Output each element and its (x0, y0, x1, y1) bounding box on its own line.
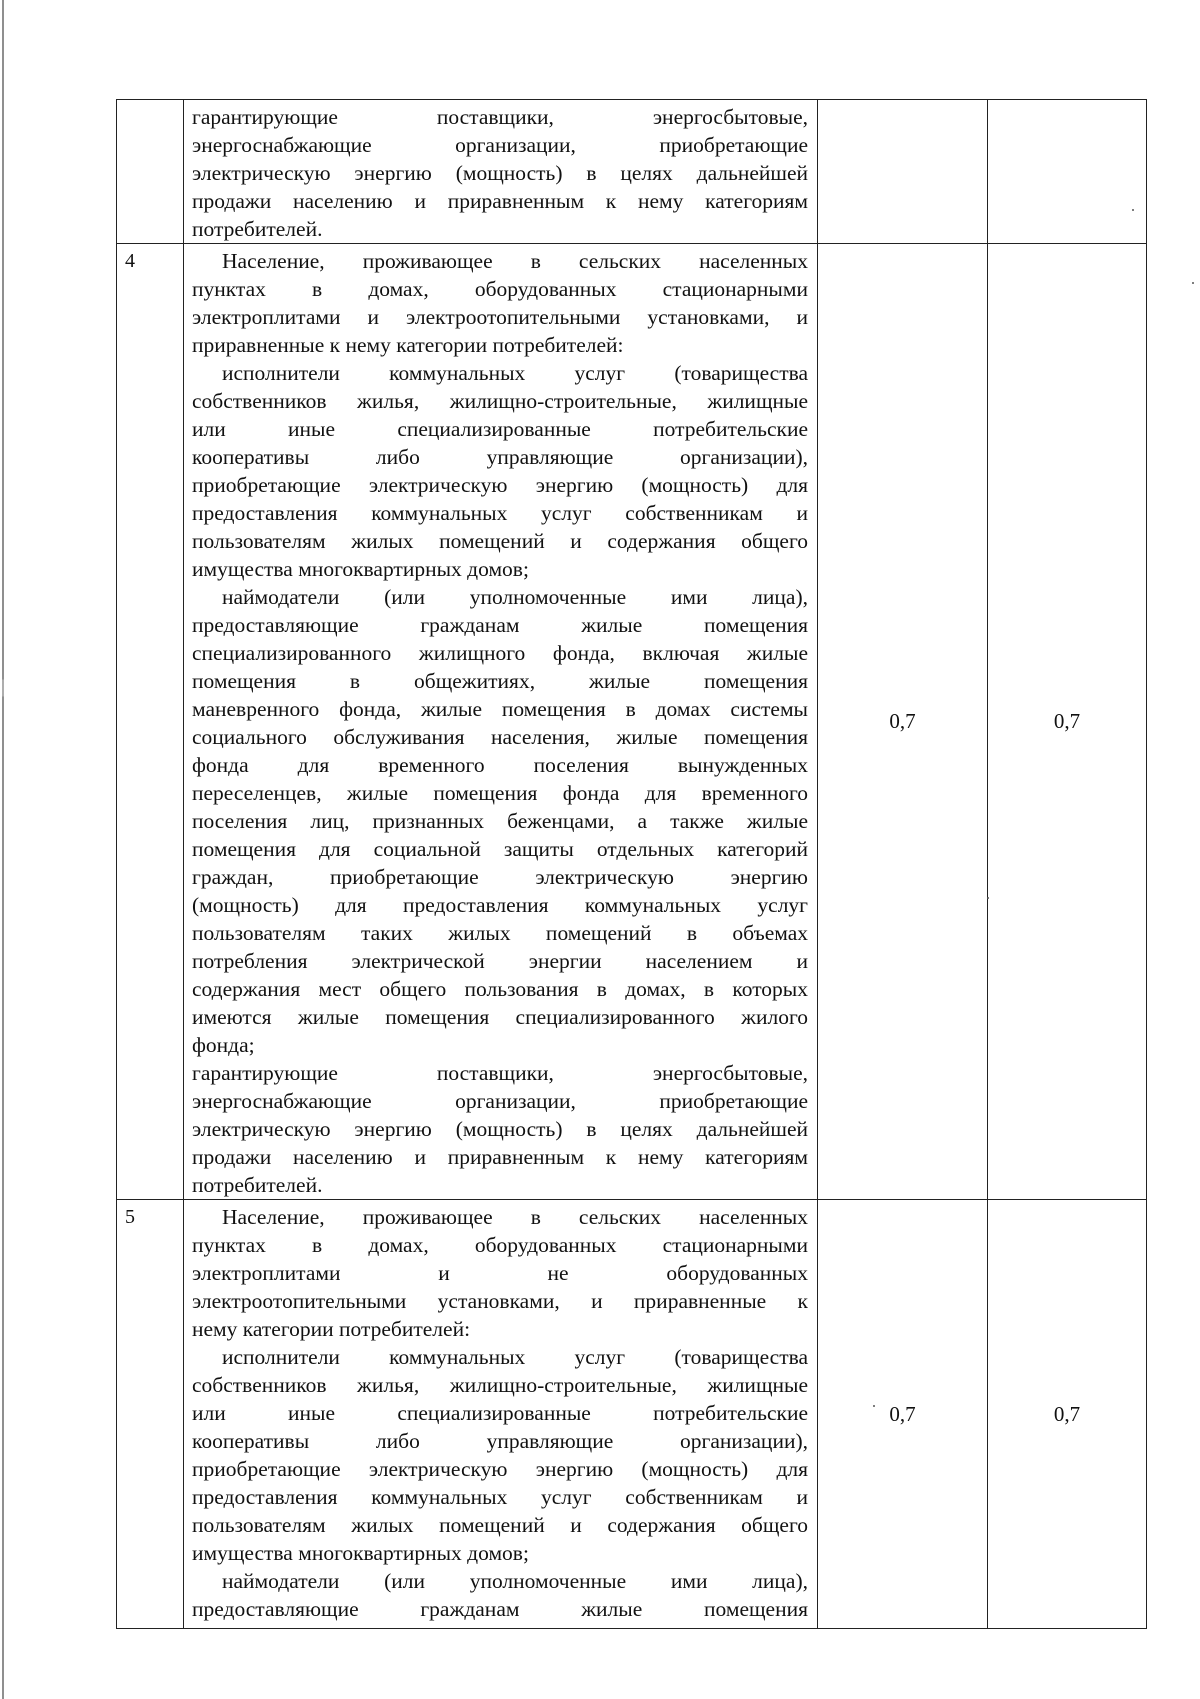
text-line: или иные специализированные потребительские (192, 417, 808, 441)
text-line: нему категории потребителей: (192, 1317, 471, 1341)
text-line: поселения лиц, признанных беженцами, а также жилые (192, 809, 808, 833)
text-line: приобретающие электрическую энергию (мощность) для (192, 473, 808, 497)
text-line: предоставляющие гражданам жилые помещения (192, 613, 808, 637)
text-line: предоставления коммунальных услуг собственникам и (192, 1485, 808, 1509)
text-line: потребителей. (192, 1173, 323, 1197)
text-line: (мощность) для предоставления коммунальных услуг (192, 893, 808, 917)
row-value-1: 0,7 (818, 244, 988, 1200)
text-line: специализированного жилищного фонда, включая жилые (192, 641, 808, 665)
text-line: помещения в общежитиях, жилые помещения (192, 669, 808, 693)
row-number: 4 (117, 244, 184, 1200)
text-line: предоставляющие гражданам жилые помещения (192, 1597, 808, 1621)
text-line: наймодатели (или уполномоченные ими лица), (222, 1569, 808, 1593)
text-line: электроплитами и электроотопительными установками, и (192, 305, 808, 329)
text-line: энергоснабжающие организации, приобретающие (192, 1089, 808, 1113)
text-line: гарантирующие поставщики, энергосбытовые, (192, 105, 808, 129)
row-description (184, 244, 818, 1200)
table-row-continuation (117, 100, 1147, 244)
text-line: Население, проживающее в сельских населенных (222, 249, 808, 273)
scan-edge (2, 0, 4, 1699)
row-value-1: 0,7 (818, 1200, 988, 1629)
row-number: 5 (117, 1200, 184, 1629)
table-body (117, 100, 1147, 1629)
text-line: фонда; (192, 1033, 255, 1057)
text-line: энергоснабжающие организации, приобретающие (192, 133, 808, 157)
text-line: приобретающие электрическую энергию (мощность) для (192, 1457, 808, 1481)
scan-speck (1132, 209, 1134, 211)
text-line: пунктах в домах, оборудованных стационарными (192, 277, 808, 301)
text-line: содержания мест общего пользования в домах, в которых (192, 977, 808, 1001)
text-line: приравненные к нему категории потребителей: (192, 333, 624, 357)
text-line: электрическую энергию (мощность) в целях дальнейшей (192, 1117, 808, 1141)
text-line: имущества многоквартирных домов; (192, 1541, 529, 1565)
scan-speck (1192, 282, 1194, 284)
text-line: пользователям жилых помещений и содержания общего (192, 529, 808, 553)
text-line: собственников жилья, жилищно-строительные, жилищные (192, 1373, 808, 1397)
text-line: наймодатели (или уполномоченные ими лица), (222, 585, 808, 609)
scan-speck (873, 1405, 875, 1407)
text-line: продажи населению и приравненным к нему категориям (192, 189, 808, 213)
text-line: потребителей. (192, 217, 323, 241)
text-line: фонда для временного поселения вынужденных (192, 753, 808, 777)
text-line: исполнители коммунальных услуг (товарищества (222, 361, 808, 385)
description-lines (192, 247, 808, 1199)
text-line: или иные специализированные потребительские (192, 1401, 808, 1425)
row-value-2: 0,7 (988, 1200, 1147, 1629)
text-line: гарантирующие поставщики, энергосбытовые, (192, 1061, 808, 1085)
text-line: кооперативы либо управляющие организации), (192, 1429, 808, 1453)
row-value-2 (988, 100, 1147, 244)
text-line: исполнители коммунальных услуг (товарищества (222, 1345, 808, 1369)
description-lines (192, 103, 808, 243)
text-line: граждан, приобретающие электрическую энергию (192, 865, 808, 889)
text-line: пунктах в домах, оборудованных стационарными (192, 1233, 808, 1257)
text-line: собственников жилья, жилищно-строительные, жилищные (192, 389, 808, 413)
text-line: электрическую энергию (мощность) в целях дальнейшей (192, 161, 808, 185)
text-line: кооперативы либо управляющие организации), (192, 445, 808, 469)
row-value-2: 0,7 (988, 244, 1147, 1200)
row-number (117, 100, 184, 244)
tariff-table (116, 99, 1147, 1629)
text-line: имеются жилые помещения специализированного жилого (192, 1005, 808, 1029)
text-line: переселенцев, жилые помещения фонда для временного (192, 781, 808, 805)
text-line: социального обслуживания населения, жилые помещения (192, 725, 808, 749)
text-line: продажи населению и приравненным к нему категориям (192, 1145, 808, 1169)
text-line: предоставления коммунальных услуг собственникам и (192, 501, 808, 525)
text-line: пользователям таких жилых помещений в объемах (192, 921, 808, 945)
text-line: маневренного фонда, жилые помещения в домах системы (192, 697, 808, 721)
text-line: имущества многоквартирных домов; (192, 557, 529, 581)
table-row-4 (117, 244, 1147, 1200)
text-line: электроотопительными установками, и приравненные к (192, 1289, 808, 1313)
table-row-5 (117, 1200, 1147, 1629)
scan-speck (987, 897, 989, 899)
text-line: помещения для социальной защиты отдельных категорий (192, 837, 808, 861)
text-line: электроплитами и не оборудованных (192, 1261, 808, 1285)
text-line: Население, проживающее в сельских населенных (222, 1205, 808, 1229)
text-line: пользователям жилых помещений и содержания общего (192, 1513, 808, 1537)
row-description (184, 100, 818, 244)
description-lines (192, 1203, 808, 1623)
row-description (184, 1200, 818, 1629)
text-line: потребления электрической энергии населением и (192, 949, 808, 973)
row-value-1 (818, 100, 988, 244)
